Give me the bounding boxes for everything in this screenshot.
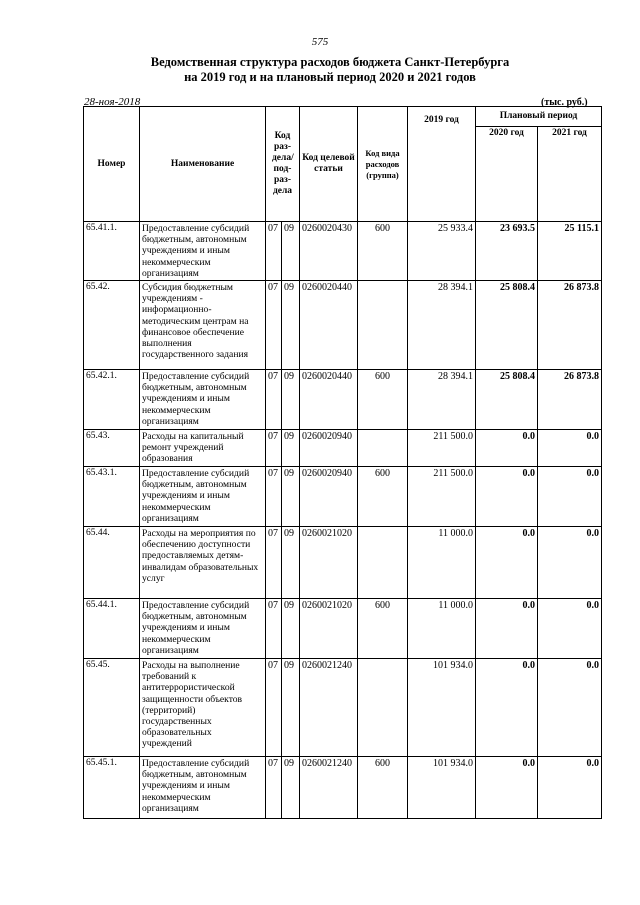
header-vid: Код вида расходов (группа) (358, 107, 408, 222)
row-number: 65.41.1. (84, 222, 140, 281)
row-podrazdel: 09 (282, 599, 300, 659)
row-target-code: 0260020430 (300, 222, 358, 281)
row-podrazdel: 09 (282, 430, 300, 467)
row-number: 65.45. (84, 659, 140, 757)
header-2021: 2021 год (538, 127, 602, 222)
row-razdel: 07 (266, 281, 282, 370)
row-vid-code (358, 527, 408, 599)
row-amount-2021: 0.0 (538, 757, 602, 819)
table-row (84, 281, 602, 370)
row-vid-code: 600 (358, 599, 408, 659)
row-target-code: 0260021020 (300, 599, 358, 659)
table-row (84, 222, 602, 281)
title-line-1: Ведомственная структура расходов бюджета Санкт-Петербурга (150, 55, 510, 69)
row-podrazdel: 09 (282, 281, 300, 370)
row-number: 65.42.1. (84, 370, 140, 430)
row-name: Расходы на мероприятия по обеспечению доступности предоставляемых детям-инвалидам образовательных услуг (140, 527, 266, 599)
row-target-code: 0260021020 (300, 527, 358, 599)
page-number: 575 (311, 36, 329, 48)
row-amount-2020: 23 693.5 (476, 222, 538, 281)
row-vid-code (358, 659, 408, 757)
table-row (84, 659, 602, 757)
row-amount-2021: 0.0 (538, 659, 602, 757)
row-amount-2020: 0.0 (476, 527, 538, 599)
row-amount-2021: 0.0 (538, 599, 602, 659)
row-name: Предоставление субсидий бюджетным, автономным учреждениям и иным некоммерческим организациям (140, 757, 266, 819)
row-vid-code (358, 281, 408, 370)
row-amount-2020: 0.0 (476, 467, 538, 527)
row-podrazdel: 09 (282, 757, 300, 819)
row-name: Предоставление субсидий бюджетным, автономным учреждениям и иным некоммерческим организациям (140, 599, 266, 659)
row-amount-2019: 101 934.0 (408, 757, 476, 819)
row-number: 65.43. (84, 430, 140, 467)
table-row (84, 757, 602, 819)
table-row (84, 527, 602, 599)
row-razdel: 07 (266, 757, 282, 819)
row-number: 65.45.1. (84, 757, 140, 819)
row-target-code: 0260021240 (300, 659, 358, 757)
row-amount-2021: 26 873.8 (538, 370, 602, 430)
row-razdel: 07 (266, 599, 282, 659)
row-number: 65.42. (84, 281, 140, 370)
row-podrazdel: 09 (282, 467, 300, 527)
row-amount-2021: 26 873.8 (538, 281, 602, 370)
row-target-code: 0260020940 (300, 467, 358, 527)
header-planned: Плановый период (476, 107, 602, 127)
row-name: Расходы на капитальный ремонт учреждений образования (140, 430, 266, 467)
header-number: Номер (84, 107, 140, 222)
row-razdel: 07 (266, 527, 282, 599)
table-row (84, 370, 602, 430)
row-razdel: 07 (266, 430, 282, 467)
row-amount-2020: 0.0 (476, 757, 538, 819)
row-vid-code: 600 (358, 757, 408, 819)
header-2020: 2020 год (476, 127, 538, 222)
row-podrazdel: 09 (282, 370, 300, 430)
header-razdel: Код раз- дела/ под- раз- дела (266, 107, 300, 222)
row-vid-code: 600 (358, 370, 408, 430)
row-number: 65.44. (84, 527, 140, 599)
row-amount-2019: 101 934.0 (408, 659, 476, 757)
row-amount-2020: 25 808.4 (476, 281, 538, 370)
row-target-code: 0260020940 (300, 430, 358, 467)
row-razdel: 07 (266, 659, 282, 757)
row-target-code: 0260020440 (300, 370, 358, 430)
row-amount-2020: 0.0 (476, 599, 538, 659)
row-name: Предоставление субсидий бюджетным, автономным учреждениям и иным некоммерческим организациям (140, 370, 266, 430)
row-razdel: 07 (266, 370, 282, 430)
row-razdel: 07 (266, 222, 282, 281)
header-target: Код целевой статьи (300, 107, 358, 222)
row-podrazdel: 09 (282, 527, 300, 599)
row-amount-2019: 211 500.0 (408, 467, 476, 527)
row-amount-2020: 0.0 (476, 430, 538, 467)
row-amount-2019: 28 394.1 (408, 281, 476, 370)
row-name: Субсидия бюджетным учреждениям - информационно-методическим центрам на финансовое обеспечение выполнения государственного задания (140, 281, 266, 370)
row-vid-code (358, 430, 408, 467)
row-podrazdel: 09 (282, 659, 300, 757)
budget-table (83, 106, 602, 819)
table-row (84, 430, 602, 467)
row-name: Предоставление субсидий бюджетным, автономным учреждениям и иным некоммерческим организациям (140, 222, 266, 281)
row-name: Расходы на выполнение требований к антитеррористической защищенности объектов (территорий) государственных образовательных учреждений (140, 659, 266, 757)
row-amount-2020: 25 808.4 (476, 370, 538, 430)
row-amount-2021: 0.0 (538, 527, 602, 599)
row-razdel: 07 (266, 467, 282, 527)
row-vid-code: 600 (358, 222, 408, 281)
row-amount-2020: 0.0 (476, 659, 538, 757)
row-amount-2021: 0.0 (538, 467, 602, 527)
row-amount-2021: 25 115.1 (538, 222, 602, 281)
row-target-code: 0260021240 (300, 757, 358, 819)
table-row (84, 467, 602, 527)
row-amount-2019: 28 394.1 (408, 370, 476, 430)
row-podrazdel: 09 (282, 222, 300, 281)
row-amount-2019: 11 000.0 (408, 527, 476, 599)
row-vid-code: 600 (358, 467, 408, 527)
header-2019: 2019 год (408, 107, 476, 222)
row-target-code: 0260020440 (300, 281, 358, 370)
header-name: Наименование (140, 107, 266, 222)
page-title (120, 55, 540, 85)
row-amount-2019: 211 500.0 (408, 430, 476, 467)
row-amount-2019: 25 933.4 (408, 222, 476, 281)
document-date: 28-ноя-2018 (84, 96, 141, 108)
row-amount-2021: 0.0 (538, 430, 602, 467)
units-label: (тыс. руб.) (541, 97, 588, 108)
row-number: 65.43.1. (84, 467, 140, 527)
table-body (84, 222, 602, 819)
title-line-2: на 2019 год и на плановый период 2020 и 2021 годов (184, 70, 476, 84)
row-number: 65.44.1. (84, 599, 140, 659)
row-name: Предоставление субсидий бюджетным, автономным учреждениям и иным некоммерческим организациям (140, 467, 266, 527)
table-row (84, 599, 602, 659)
row-amount-2019: 11 000.0 (408, 599, 476, 659)
